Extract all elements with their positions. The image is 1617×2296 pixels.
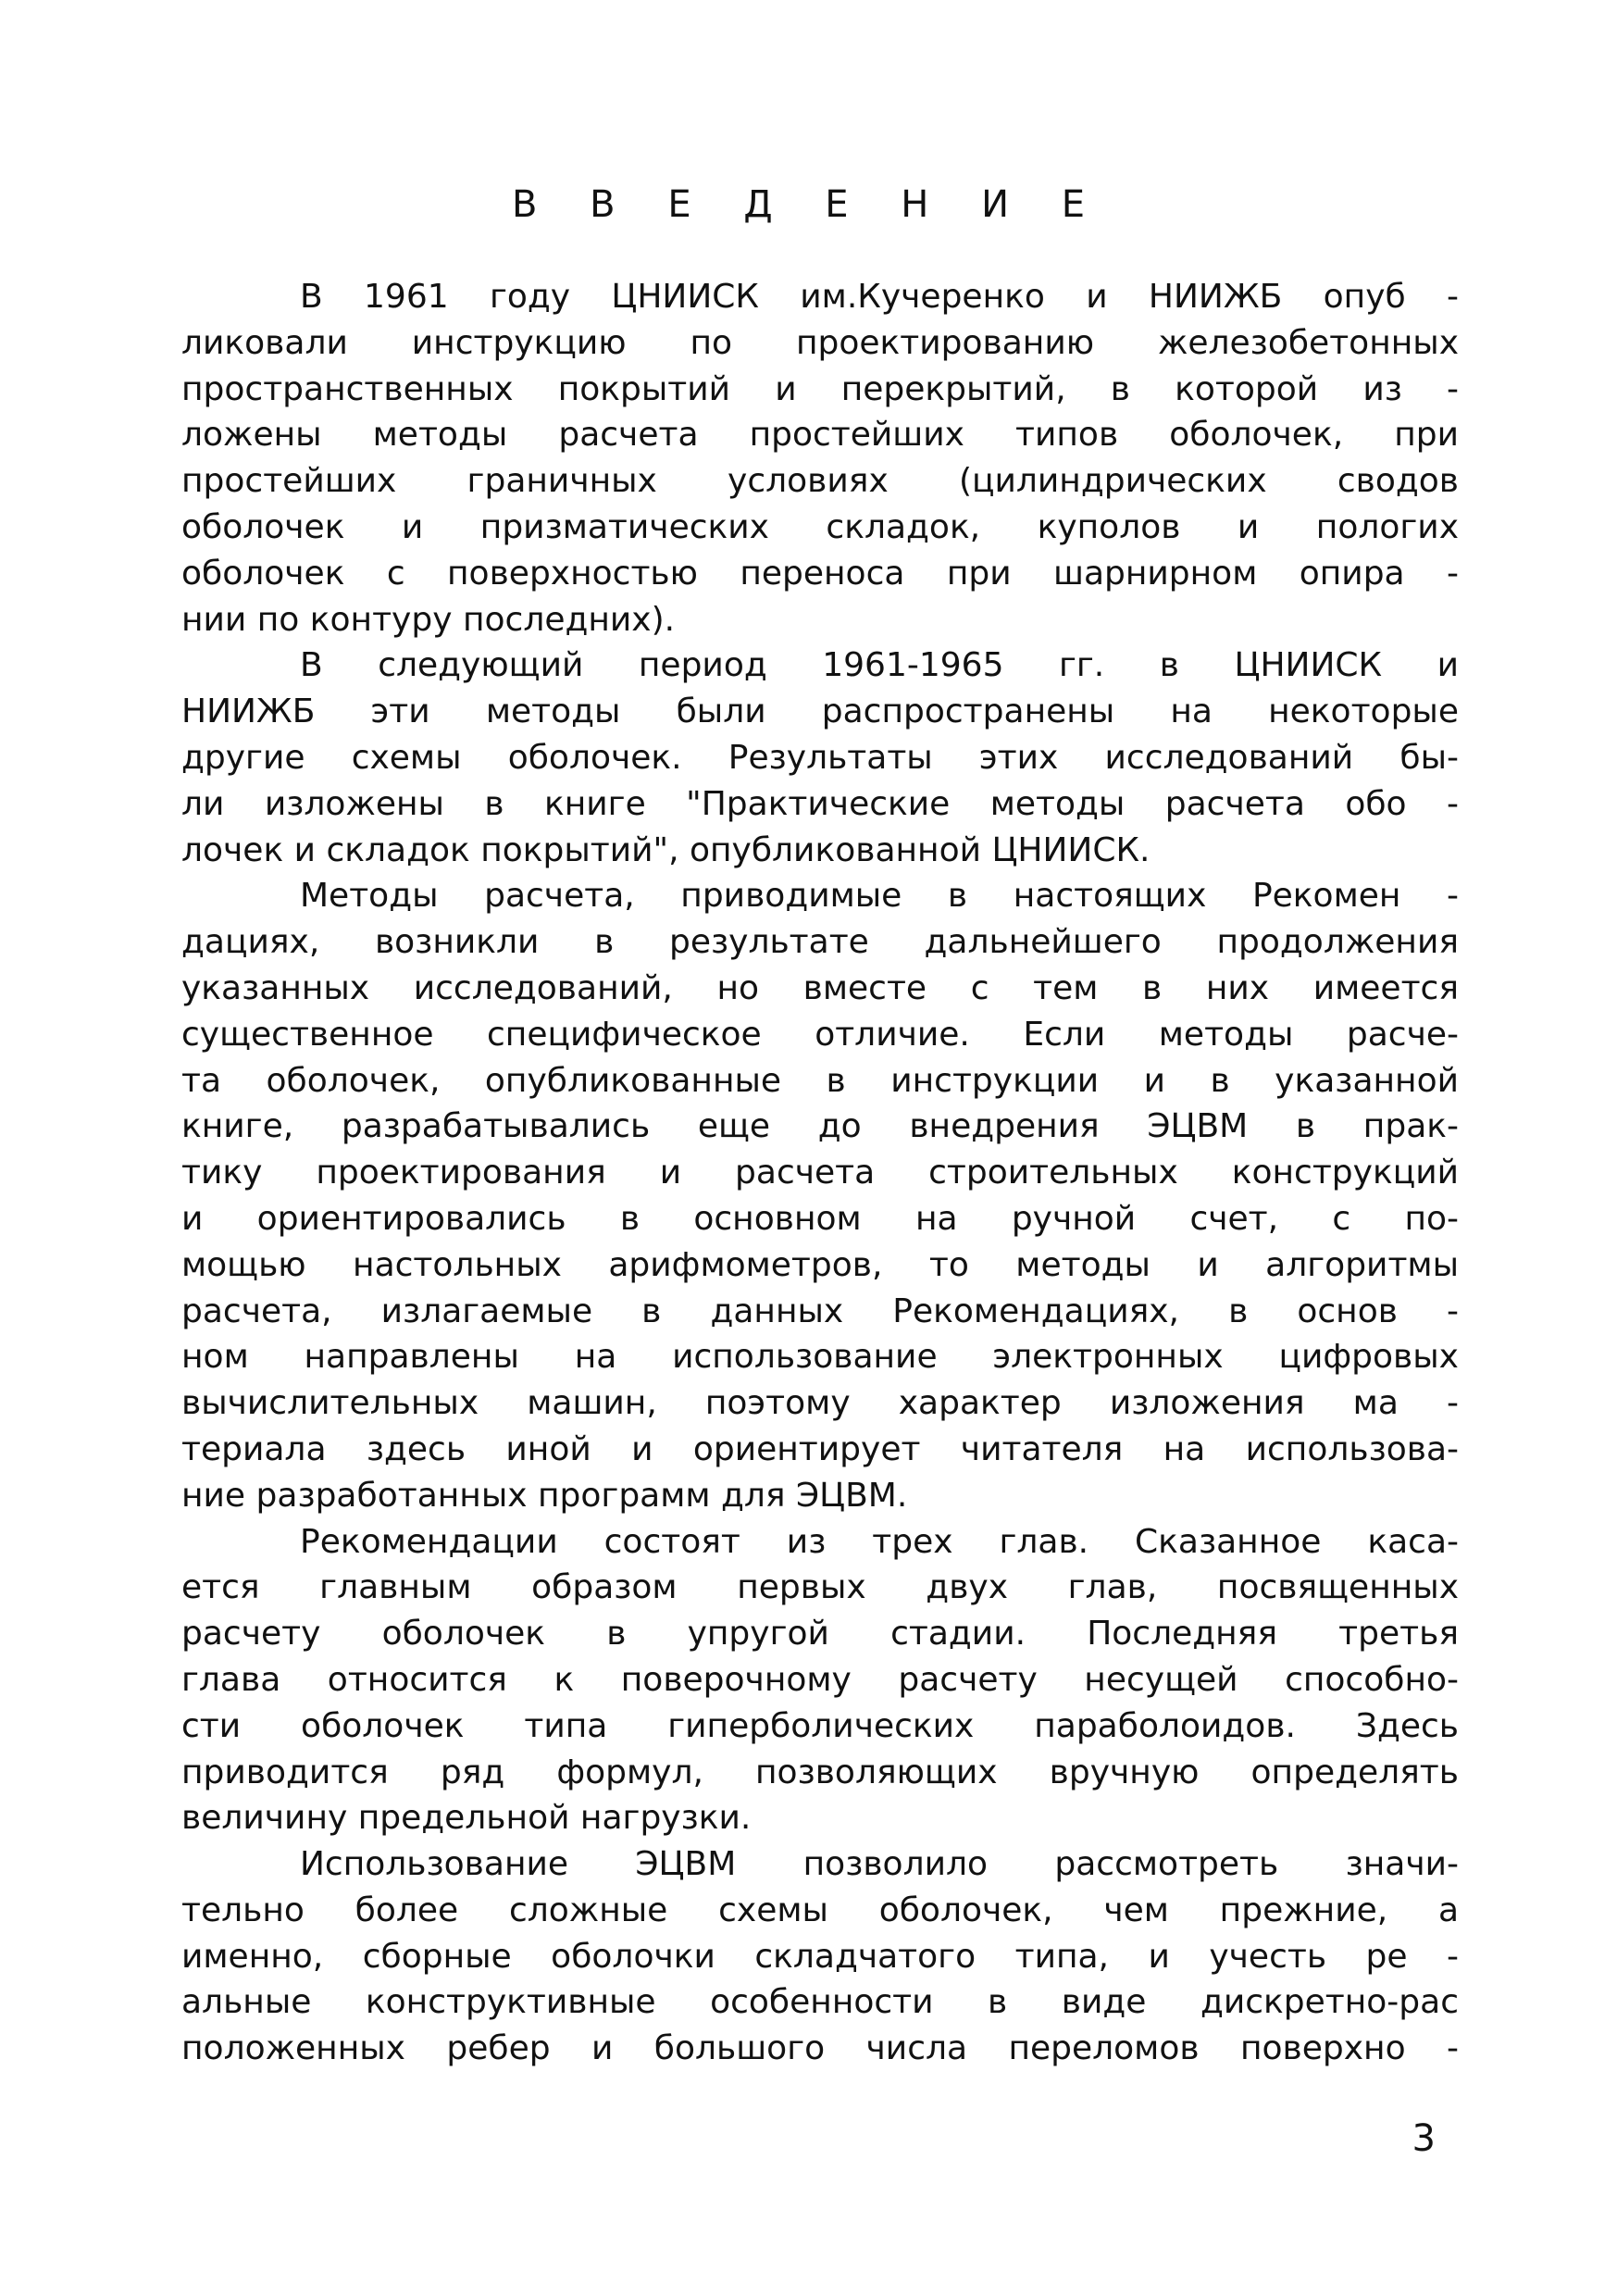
- text-line: Использование ЭЦВМ позволило рассмотреть значи-: [300, 1845, 1459, 1884]
- text-line: В 1961 году ЦНИИСК им.Кучеренко и НИИЖБ опуб -: [300, 278, 1459, 316]
- page-title: В В Е Д Е Н И Е: [512, 183, 1105, 226]
- text-line: мощью настольных арифмометров, то методы и алгоритмы: [181, 1245, 1459, 1284]
- text-line: глава относится к поверочному расчету несущей способно-: [181, 1660, 1459, 1699]
- paragraph-2: [181, 643, 1459, 873]
- text-line: и ориентировались в основном на ручной счет, с по-: [181, 1199, 1459, 1238]
- paragraph-3: [181, 873, 1459, 1518]
- paragraph-4: [181, 1519, 1459, 1842]
- text-line: НИИЖБ эти методы были распространены на некоторые: [181, 693, 1459, 731]
- text-line: вычислительных машин, поэтому характер изложения ма -: [181, 1384, 1459, 1423]
- text-line: дациях, возникли в результате дальнейшего продолжения: [181, 923, 1459, 962]
- text-line: указанных исследований, но вместе с тем в них имеется: [181, 968, 1459, 1007]
- text-line: расчету оболочек в упругой стадии. Последняя третья: [181, 1615, 1459, 1653]
- text-line: именно, сборные оболочки складчатого типа, и учесть ре -: [181, 1937, 1459, 1976]
- text-line: оболочек с поверхностью переноса при шарнирном опира -: [181, 554, 1459, 593]
- text-line: положенных ребер и большого числа переломов поверхно -: [181, 2029, 1459, 2068]
- text-line: ликовали инструкцию по проектированию железобетонных: [181, 323, 1459, 362]
- text-line: простейших граничных условиях (цилиндрических сводов: [181, 462, 1459, 501]
- paragraph-5: [181, 1841, 1459, 2072]
- text-line: териала здесь иной и ориентирует читателя на использова-: [181, 1429, 1459, 1468]
- page-number: 3: [1412, 2117, 1436, 2160]
- text-line: другие схемы оболочек. Результаты этих исследований бы-: [181, 738, 1459, 777]
- text-line: лочек и складок покрытий", опубликованной ЦНИИСК.: [181, 830, 1151, 869]
- text-line: существенное специфическое отличие. Если методы расче-: [181, 1015, 1459, 1054]
- text-line: та оболочек, опубликованные в инструкции и в указанной: [181, 1061, 1459, 1100]
- body-text: [181, 274, 1459, 2072]
- text-line: оболочек и призматических складок, куполов и пологих: [181, 507, 1459, 546]
- text-line: В следующий период 1961-1965 гг. в ЦНИИСК и: [300, 646, 1459, 685]
- text-line: ние разработанных программ для ЭЦВМ.: [181, 1476, 908, 1515]
- paragraph-1: [181, 274, 1459, 643]
- text-line: расчета, излагаемые в данных Рекомендациях, в основ -: [181, 1292, 1459, 1330]
- text-line: тику проектирования и расчета строительных конструкций: [181, 1154, 1459, 1192]
- text-line: нии по контуру последних).: [181, 600, 676, 639]
- text-line: ли изложены в книге "Практические методы расчета обо -: [181, 784, 1459, 823]
- text-line: ется главным образом первых двух глав, посвященных: [181, 1568, 1459, 1607]
- text-line: ном направлены на использование электронных цифровых: [181, 1338, 1459, 1377]
- text-line: Рекомендации состоят из трех глав. Сказанное каса-: [300, 1522, 1459, 1561]
- text-line: приводится ряд формул, позволяющих вручную определять: [181, 1753, 1459, 1791]
- text-line: пространственных покрытий и перекрытий, в которой из -: [181, 369, 1459, 408]
- text-line: альные конструктивные особенности в виде дискретно-рас: [181, 1983, 1459, 2022]
- text-line: тельно более сложные схемы оболочек, чем прежние, а: [181, 1890, 1459, 1929]
- text-line: книге, разрабатывались еще до внедрения ЭЦВМ в прак-: [181, 1107, 1459, 1146]
- text-line: Методы расчета, приводимые в настоящих Рекомен -: [300, 877, 1459, 916]
- text-line: сти оболочек типа гиперболических параболоидов. Здесь: [181, 1706, 1459, 1745]
- text-line: ложены методы расчета простейших типов оболочек, при: [181, 416, 1459, 455]
- text-line: величину предельной нагрузки.: [181, 1799, 752, 1838]
